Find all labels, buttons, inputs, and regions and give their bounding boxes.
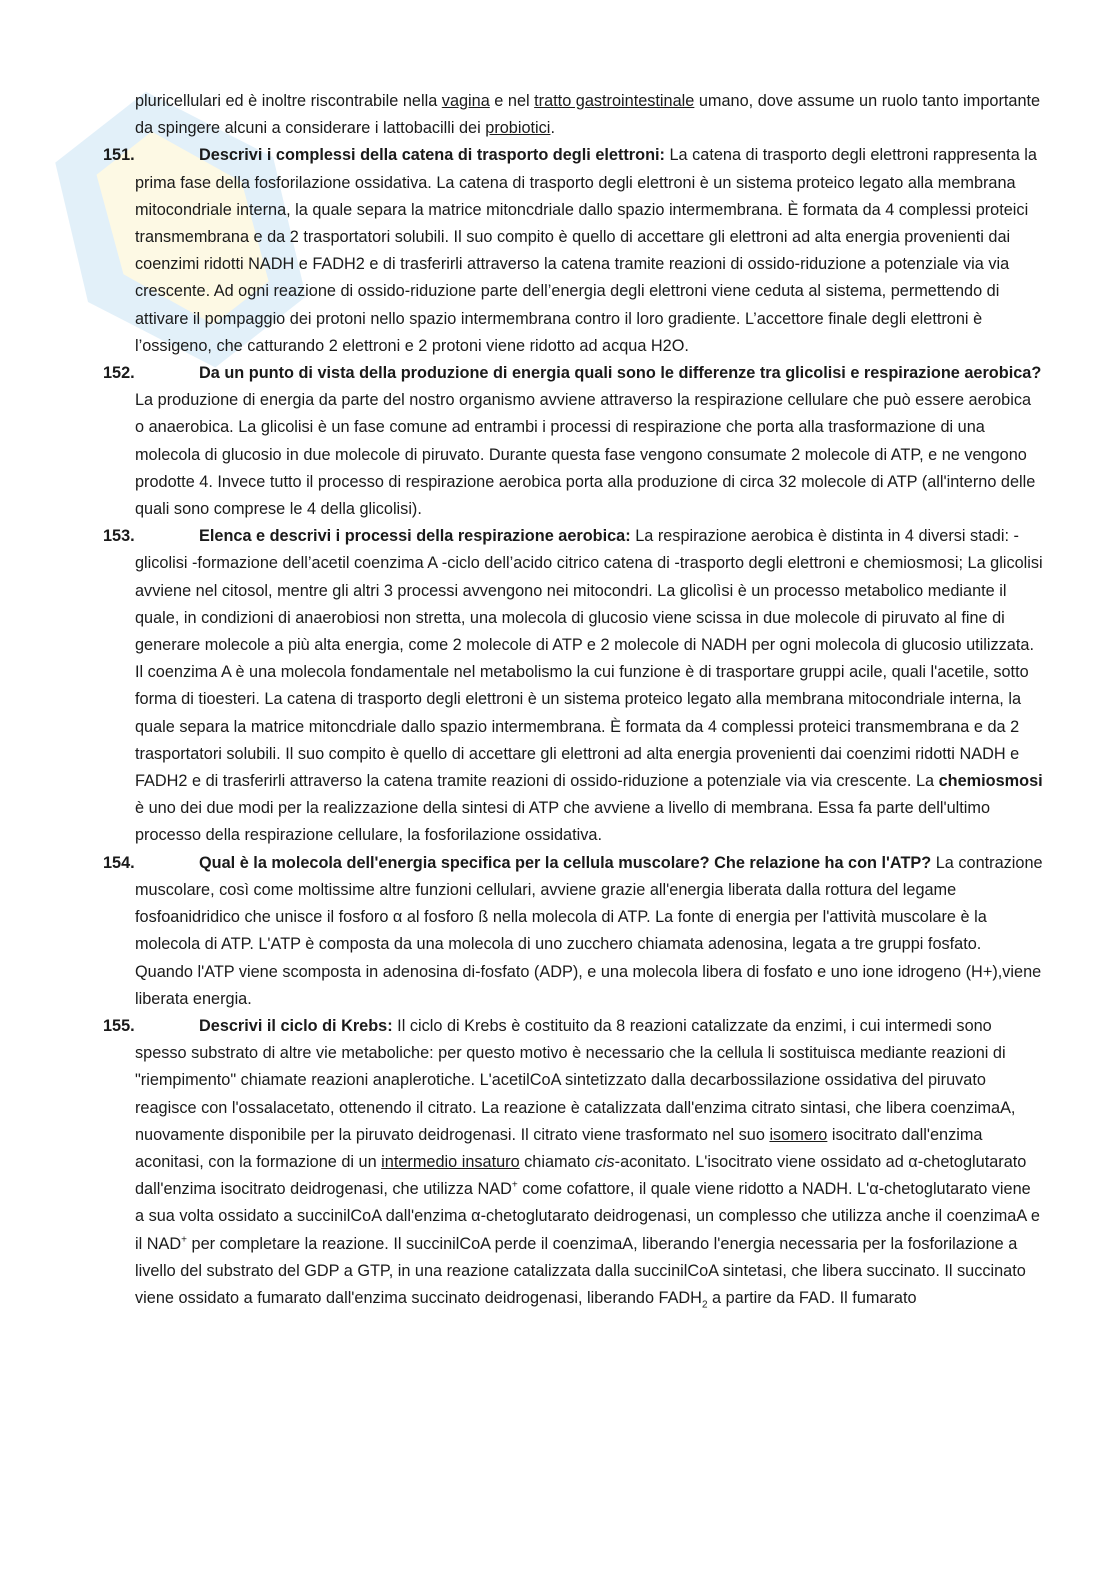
item-number: 154.	[103, 853, 135, 872]
link-tratto-gastrointestinale[interactable]: tratto gastrointestinale	[534, 92, 695, 110]
italic-cis: cis	[594, 1152, 615, 1171]
question-text: Elenca e descrivi i processi della respirazione aerobica:	[199, 527, 631, 546]
term-chemiosmosi: chemiosmosi	[938, 772, 1043, 791]
list-item-152	[103, 360, 1043, 523]
link-vagina[interactable]: vagina	[441, 92, 490, 110]
question-text: Da un punto di vista della produzione di energia quali sono le differenze tra glicolisi e respirazione aerobica?	[199, 364, 1042, 383]
question-text: Descrivi i complessi della catena di trasporto degli elettroni:	[199, 146, 665, 165]
subscript-two: 2	[701, 1299, 708, 1311]
item-number: 152.	[103, 364, 135, 383]
question-text: Descrivi il ciclo di Krebs:	[199, 1016, 393, 1035]
intro-paragraph: pluricellulari ed è inoltre riscontrabile nella vagina e nel tratto gastrointestinale umano, dove assume un ruolo tanto importante da spingere alcuni a considerare i lattobacilli dei probiotici.	[135, 92, 1041, 138]
link-isomero[interactable]: isomero	[769, 1125, 828, 1144]
answer-text: è uno dei due modi per la realizzazione della sintesi di ATP che avviene a livello di membrana. Essa fa parte dell'ultimo processo della respirazione cellulare, la fosforilazione ossidativa.	[135, 799, 991, 845]
list-item-154	[103, 850, 1043, 1013]
item-number: 153.	[103, 527, 135, 546]
superscript-plus: +	[511, 1179, 518, 1191]
link-probiotici[interactable]: probiotici	[485, 119, 551, 138]
list-item-153	[103, 523, 1043, 849]
document-page	[103, 88, 1043, 1312]
question-text: Qual è la molecola dell'energia specifica per la cellula muscolare? Che relazione ha con l'ATP?	[199, 853, 932, 872]
list-item-155: 155. Descrivi il ciclo di Krebs: Il ciclo di Krebs è costituito da 8 reazioni catalizzate da enzimi, i cui intermedi sono spesso substrato di altre vie metaboliche: per questo motivo è necessario che la cellula li sostituisca mediante reazioni di "riempimento" chiamate reazioni anaplerotiche. L'acetilCoA sintetizzato dalla decarbossilazione ossidativa del piruvato reagisce con l'ossalacetato, ottenendo il citrato. La reazione è catalizzata dall'enzima citrato sintasi, che libera coenzimaA, nuovamente disponibile per la piruvato deidrogenasi. Il citrato viene trasformato nel suo isomero isocitrato dall'enzima aconitasi, con la formazione di un intermedio insaturo chiamato cis-aconitato. L'isocitrato viene ossidato ad α-chetoglutarato dall'enzima isocitrato deidrogenasi, che utilizza NAD+ come cofattore, il quale viene ridotto a NADH. L'α-chetoglutarato viene a sua volta ossidato a succinilCoA dall'enzima α-chetoglutarato deidrogenasi, un complesso che utilizza anche il coenzimaA e il NAD+ per completare la reazione. Il succinilCoA perde il coenzimaA, liberando l'energia necessaria per la fosforilazione a livello del substrato del GDP a GTP, in una reazione catalizzata dalla succinilCoA sintetasi, che libera succinato. Il succinato viene ossidato a fumarato dall'enzima succinato deidrogenasi, liberando $FADH_2$ a partire da FAD. Il fumarato	[103, 1013, 1043, 1312]
answer-text: La respirazione aerobica è distinta in 4 diversi stadi: -glicolisi -formazione dell’acetil coenzima A -ciclo dell’acido citrico catena di -trasporto degli elettroni e chemiosmosi; La glicolisi avviene nel citosol, mentre gli altri 3 processi avvengono nei mitocondri. La glicolìsi è un processo metabolico mediante il quale, in condizioni di anaerobiosi non stretta, una molecola di glucosio viene scissa in due molecole di piruvato al fine di generare molecole a più alta energia, come 2 molecole di ATP e 2 molecole di NADH per ogni molecola di glucosio utilizzata. Il coenzima A è una molecola fondamentale nel metabolismo la cui funzione è di trasportare gruppi acile, quali l'acetile, sotto forma di tioesteri. La catena di trasporto degli elettroni è un sistema proteico legato alla membrana mitocondriale interna, la quale separa la matrice mitoncdriale dallo spazio intermembrana. È formata da 4 complessi proteici transmembrana e da 2 trasportatori solubili. Il suo compito è quello di accettare gli elettroni ad alta energia provenienti dai coenzimi ridotti NADH e FADH2 e di trasferirli attraverso la catena tramite reazioni di ossido-riduzione a potenziale via via crescente. La	[135, 527, 1043, 791]
answer-text: La catena di trasporto degli elettroni rappresenta la prima fase della fosforilazione ossidativa. La catena di trasporto degli elettroni è un sistema proteico legato alla membrana mitocondriale interna, la quale separa la matrice mitoncdriale dallo spazio intermembrana. È formata da 4 complessi proteici transmembrana e da 2 trasportatori solubili. Il suo compito è quello di accettare gli elettroni ad alta energia provenienti dai coenzimi ridotti NADH e FADH2 e di trasferirli attraverso la catena tramite reazioni di ossido-riduzione a potenziale via via crescente. Ad ogni reazione di ossido-riduzione parte dell’energia degli elettroni viene ceduta al sistema, permettendo di attivare il pompaggio dei protoni nello spazio intermembrana contro il loro gradiente. L’accettore finale degli elettroni è l’ossigeno, che catturando 2 elettroni e 2 protoni viene ridotto ad acqua H2O.	[135, 146, 1037, 355]
item-number: 155.	[103, 1016, 135, 1035]
list-item-151	[103, 142, 1043, 360]
item-number: 151.	[103, 146, 135, 165]
superscript-plus: +	[181, 1234, 187, 1246]
answer-text: La contrazione muscolare, così come moltissime altre funzioni cellulari, avviene grazie all'energia liberata dalla rottura del legame fosfoanidridico che unisce il fosforo α al fosforo ß nella molecola di ATP. La fonte di energia per l'attività muscolare è la molecola di ATP. L'ATP è composta da una molecola di uno zucchero chiamata adenosina, legata a tre gruppi fosfato. Quando l'ATP viene scomposta in adenosina di-fosfato (ADP), e una molecola libera di fosfato e uno ione idrogeno (H+),viene liberata energia.	[135, 853, 1043, 1008]
link-intermedio-insaturo[interactable]: intermedio insaturo	[381, 1152, 520, 1171]
answer-text: La produzione di energia da parte del nostro organismo avviene attraverso la respirazione cellulare che può essere aerobica o anaerobica. La glicolisi è un fase comune ad entrambi i processi di respirazione che porta alla trasformazione di una molecola di glucosio in due molecole di piruvato. Durante questa fase vengono consumate 2 molecole di ATP, e ne vengono prodotte 4. Invece tutto il processo di respirazione aerobica porta alla produzione di circa 32 molecole di ATP (all'interno delle quali sono comprese le 4 della glicolisi).	[135, 391, 1036, 519]
